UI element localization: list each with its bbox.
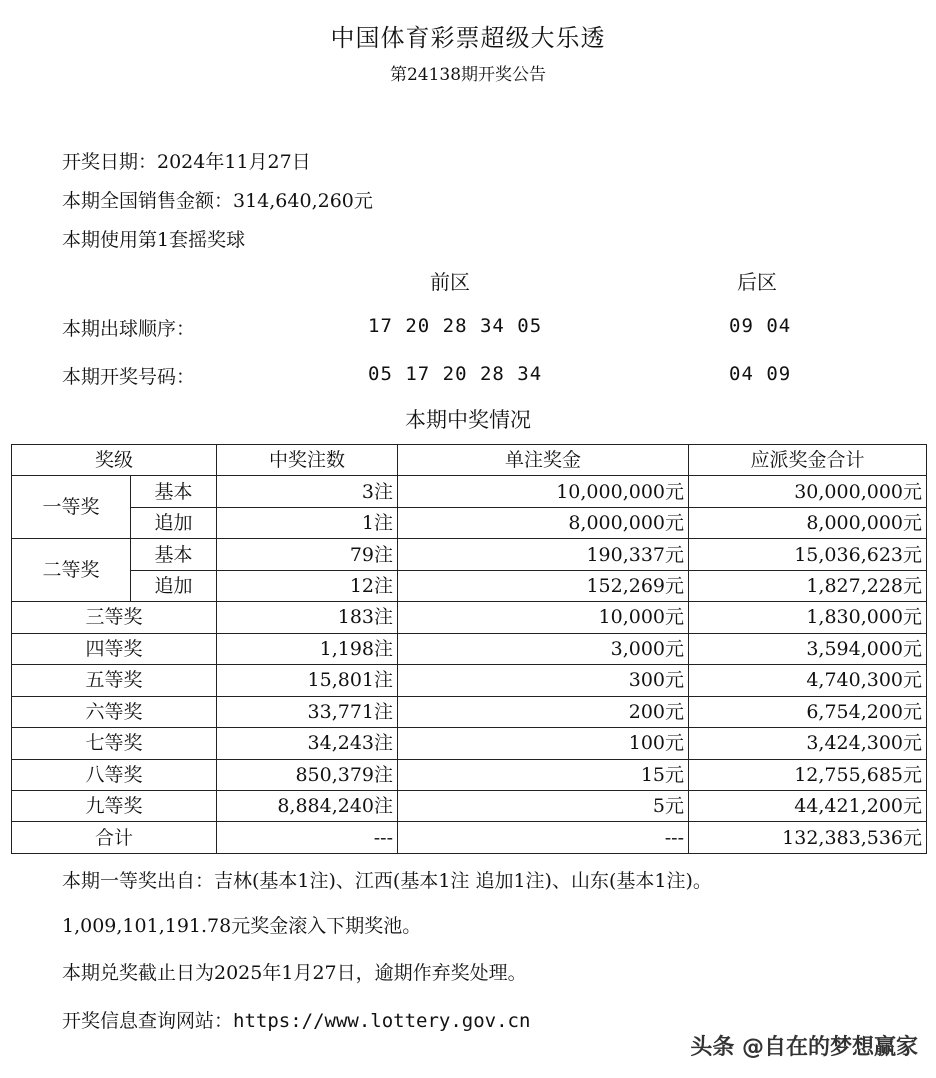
page-title: 中国体育彩票超级大乐透 <box>330 24 606 52</box>
page-subtitle: 第24138期开奖公告 <box>389 65 547 85</box>
sum-label: 合计 <box>12 822 217 854</box>
sum-total: 132,383,536元 <box>689 822 927 854</box>
level-cell: 三等奖 <box>12 602 217 633</box>
level-cell: 七等奖 <box>12 728 217 759</box>
table-row <box>12 602 927 633</box>
header-level: 奖级 <box>12 445 217 476</box>
level-cell: 九等奖 <box>12 790 217 821</box>
table-row <box>12 790 927 821</box>
header-prize: 单注奖金 <box>398 445 689 476</box>
prize-cell: 190,337元 <box>398 539 689 570</box>
header-count: 中奖注数 <box>217 445 398 476</box>
order-front-numbers: 17 20 28 34 05 <box>368 315 543 337</box>
count-cell: 8,884,240注 <box>217 790 398 821</box>
prize-cell: 200元 <box>398 696 689 727</box>
level-second: 二等奖 <box>12 539 131 602</box>
total-cell: 3,594,000元 <box>689 633 927 664</box>
table-row <box>12 539 927 570</box>
sum-prize: --- <box>398 822 689 854</box>
table-row <box>12 759 927 790</box>
count-cell: 1,198注 <box>217 633 398 664</box>
prize-cell: 152,269元 <box>398 570 689 601</box>
level-cell: 五等奖 <box>12 665 217 696</box>
draw-date: 开奖日期：2024年11月27日 <box>62 151 311 173</box>
total-cell: 1,830,000元 <box>689 602 927 633</box>
first-prize-origin: 本期一等奖出自：吉林(基本1注)、江西(基本1注 追加1注)、山东(基本1注)。 <box>62 870 712 892</box>
header-total: 应派奖金合计 <box>689 445 927 476</box>
total-cell: 1,827,228元 <box>689 570 927 601</box>
ball-set: 本期使用第1套摇奖球 <box>62 229 246 251</box>
prize-cell: 3,000元 <box>398 633 689 664</box>
total-cell: 8,000,000元 <box>689 507 927 538</box>
prize-cell: 10,000,000元 <box>398 476 689 507</box>
prize-cell: 15元 <box>398 759 689 790</box>
sub-type: 基本 <box>131 476 217 507</box>
count-cell: 34,243注 <box>217 728 398 759</box>
watermark: 头条 @自在的梦想赢家 <box>690 1035 918 1060</box>
deadline-note: 本期兑奖截止日为2025年1月27日，逾期作弃奖处理。 <box>62 962 527 984</box>
prize-table <box>11 444 927 854</box>
table-row <box>12 633 927 664</box>
order-back-numbers: 09 04 <box>729 315 792 337</box>
level-first: 一等奖 <box>12 476 131 539</box>
table-row <box>12 476 927 507</box>
table-row <box>12 728 927 759</box>
winning-label: 本期开奖号码： <box>62 366 196 388</box>
total-cell: 4,740,300元 <box>689 665 927 696</box>
count-cell: 15,801注 <box>217 665 398 696</box>
level-cell: 六等奖 <box>12 696 217 727</box>
prize-cell: 5元 <box>398 790 689 821</box>
count-cell: 12注 <box>217 570 398 601</box>
count-cell: 3注 <box>217 476 398 507</box>
order-label: 本期出球顺序： <box>62 318 196 340</box>
count-cell: 183注 <box>217 602 398 633</box>
prize-cell: 10,000元 <box>398 602 689 633</box>
total-cell: 6,754,200元 <box>689 696 927 727</box>
prize-cell: 100元 <box>398 728 689 759</box>
table-row <box>12 696 927 727</box>
total-cell: 3,424,300元 <box>689 728 927 759</box>
sum-count: --- <box>217 822 398 854</box>
website-link[interactable]: 开奖信息查询网站：https://www.lottery.gov.cn <box>62 1010 531 1032</box>
total-cell: 15,036,623元 <box>689 539 927 570</box>
table-header-row <box>12 445 927 476</box>
sales-amount: 本期全国销售金额：314,640,260元 <box>62 190 373 212</box>
prize-cell: 8,000,000元 <box>398 507 689 538</box>
section-title: 本期中奖情况 <box>405 408 531 432</box>
winning-back-numbers: 04 09 <box>729 363 792 385</box>
prize-cell: 300元 <box>398 665 689 696</box>
total-cell: 30,000,000元 <box>689 476 927 507</box>
total-cell: 12,755,685元 <box>689 759 927 790</box>
table-row <box>12 665 927 696</box>
sub-type: 追加 <box>131 507 217 538</box>
winning-front-numbers: 05 17 20 28 34 <box>368 363 543 385</box>
sub-type: 追加 <box>131 570 217 601</box>
count-cell: 850,379注 <box>217 759 398 790</box>
rollover-note: 1,009,101,191.78元奖金滚入下期奖池。 <box>62 915 422 937</box>
table-row <box>12 570 927 601</box>
level-cell: 八等奖 <box>12 759 217 790</box>
table-row <box>12 507 927 538</box>
back-zone-label: 后区 <box>737 270 777 294</box>
count-cell: 1注 <box>217 507 398 538</box>
level-cell: 四等奖 <box>12 633 217 664</box>
count-cell: 33,771注 <box>217 696 398 727</box>
sub-type: 基本 <box>131 539 217 570</box>
front-zone-label: 前区 <box>430 270 470 294</box>
count-cell: 79注 <box>217 539 398 570</box>
total-cell: 44,421,200元 <box>689 790 927 821</box>
table-sum-row <box>12 822 927 854</box>
